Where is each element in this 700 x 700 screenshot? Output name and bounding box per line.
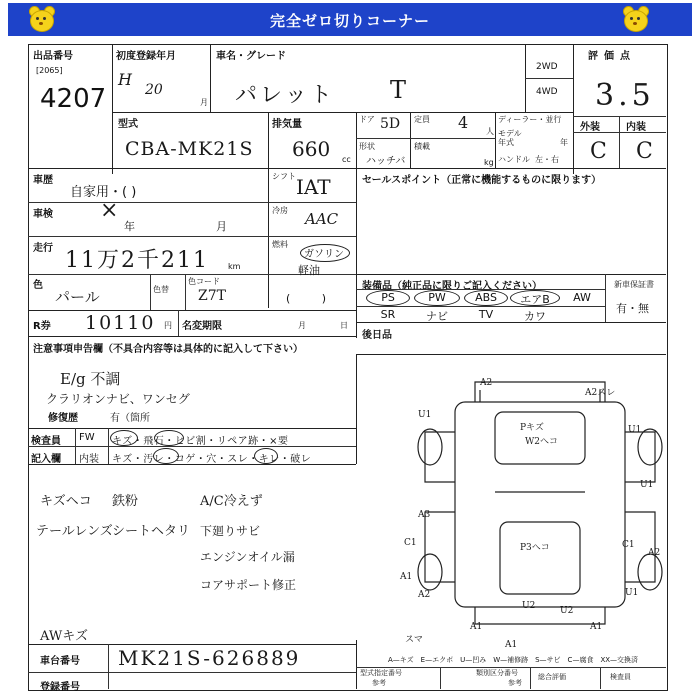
damage-mark: C1	[622, 540, 635, 550]
drive-4wd: 4WD	[536, 87, 558, 97]
interior-row-label: 内装	[79, 454, 99, 465]
car-grade: T	[390, 76, 407, 104]
inspection-month-label: 月	[216, 220, 227, 233]
color-code: Z7T	[198, 288, 226, 304]
interior-grade: C	[636, 139, 653, 164]
remark-1c: A/C冷えず	[200, 494, 263, 509]
equipment-item: PS	[381, 291, 395, 304]
registration-label: 登録番号	[40, 682, 80, 693]
remark-4: エンジンオイル漏	[200, 550, 295, 564]
rear-item-label: 後日品	[362, 330, 392, 341]
equipment-label: 装備品（純正品に限りご記入ください）	[362, 281, 542, 292]
equipment-item: ナビ	[426, 310, 448, 323]
damage-mark: C1	[404, 538, 417, 548]
usage-label: 車歴	[33, 175, 53, 186]
score-label: 評価点	[588, 51, 636, 62]
damage-mark: P3へコ	[520, 543, 550, 553]
dealer-label: ディーラー・並行	[498, 115, 562, 124]
remark-1b: 鉄粉	[112, 494, 139, 509]
damage-mark: U1	[640, 480, 654, 490]
load-label: 積載	[414, 142, 430, 151]
color-value: パール	[55, 288, 100, 306]
inspection-label: 車検	[33, 209, 53, 220]
warranty-value: 有・無	[616, 302, 649, 315]
equipment-item: エアB	[520, 293, 550, 306]
equipment-item: PW	[428, 291, 446, 304]
usage-value: 自家用・( )	[70, 185, 137, 200]
lot-number: 4207	[40, 84, 107, 114]
repair-history-value: 有（箇所	[110, 413, 150, 424]
recycle-label: R券	[33, 321, 51, 332]
remark-2a: テールレンズ	[36, 524, 113, 539]
equipment-item: AW	[573, 291, 591, 304]
lot-label: 出品番号	[33, 51, 73, 62]
damage-mark: スマ	[405, 635, 423, 645]
interior-defects: キズ・汚レ・コゲ・穴・スレ・キレ・破レ	[112, 454, 312, 465]
remark-aw: AWキズ	[40, 629, 88, 644]
exterior-label: 外装	[580, 122, 600, 133]
header-banner	[8, 3, 692, 36]
inspector-label: 検査員	[31, 436, 61, 447]
damage-mark: U1	[418, 410, 432, 420]
displacement-value: 660	[292, 137, 331, 161]
displacement-label: 排気量	[272, 119, 302, 130]
model-year-suffix: 年	[560, 138, 568, 147]
equipment-item: TV	[478, 308, 494, 321]
doors-value: 5D	[380, 116, 401, 132]
damage-mark: A1	[400, 572, 413, 582]
fuel-label: 燃料	[272, 240, 288, 249]
color-code-label: 色コード	[188, 277, 220, 286]
inspection-year-label: 年	[124, 220, 135, 233]
damage-mark: U1	[628, 425, 642, 435]
bear-mascot-icon	[620, 4, 650, 34]
equipment-item: ABS	[475, 291, 497, 304]
shape-value: ハッチバ	[366, 156, 406, 167]
car-name: パレット	[235, 83, 335, 108]
model-value: CBA-MK21S	[125, 138, 254, 160]
footer-ref1: 参考	[372, 679, 386, 687]
footer-inspector: 検査員	[610, 673, 631, 681]
mileage-label: 走行	[33, 243, 53, 254]
load-unit: kg	[484, 158, 494, 167]
footer-overall: 総合評価	[538, 673, 566, 681]
footer-type-number: 型式指定番号	[360, 669, 402, 677]
ac-label: 冷房	[272, 206, 288, 215]
equipment-item: カワ	[524, 310, 546, 323]
damage-mark: A2	[648, 548, 661, 558]
first-reg-year: 20	[145, 82, 163, 98]
score-value: 3.5	[595, 78, 655, 113]
fw-label: FW	[79, 432, 95, 443]
shift-value: IAT	[296, 175, 331, 199]
entry-label: 記入欄	[31, 454, 61, 465]
recycle-value: 10110	[85, 312, 156, 334]
first-reg-era: H	[118, 70, 132, 89]
damage-mark: A1	[590, 622, 603, 632]
mileage-unit: km	[228, 262, 241, 271]
damage-mark: U2	[560, 606, 574, 616]
remark-3: 下廻りサビ	[200, 524, 261, 538]
drive-2wd: 2WD	[536, 62, 558, 72]
exterior-defects: キズ・飛石・ヒビ割・リペア跡・×要	[112, 436, 289, 447]
page-title: 完全ゼロ切りコーナー	[269, 12, 430, 30]
handle-options: 左・右	[535, 155, 559, 164]
model-label: 型式	[118, 119, 138, 130]
lot-sub-number: [2065]	[36, 66, 63, 75]
name-change-day: 日	[340, 321, 348, 330]
notes-line1: E/g 不調	[60, 370, 121, 388]
color-change-label: 色替	[153, 285, 169, 294]
ac-value: AAC	[305, 210, 339, 228]
handle-label: ハンドル	[498, 155, 530, 164]
fuel-gasoline: ガソリン	[304, 249, 344, 260]
doors-label: ドア	[359, 115, 375, 124]
model-year-unit: 年式	[498, 138, 514, 147]
damage-mark: A2スレ	[585, 388, 616, 398]
remark-1a: キズヘコ	[40, 494, 92, 509]
model-year-label: モデル	[498, 129, 522, 138]
mileage-value: 11万2千211	[65, 248, 209, 273]
shape-label: 形状	[359, 142, 375, 151]
interior-label: 内装	[626, 122, 646, 133]
car-name-label: 車名・グレード	[216, 51, 286, 62]
repair-history-label: 修復歴	[48, 413, 78, 424]
damage-mark: U1	[625, 588, 639, 598]
name-change-label: 名変期限	[182, 321, 222, 332]
remark-2b: シートヘタリ	[112, 524, 191, 539]
damage-mark: A2	[480, 378, 493, 388]
diagram-roof-note2: W2へコ	[525, 437, 558, 447]
notes-line2: クラリオンナビ、ワンセグ	[46, 392, 190, 406]
capacity-unit: 人	[486, 127, 494, 136]
notes-label: 注意事項申告欄（不具合内容等は具体的に記入して下さい）	[33, 344, 303, 355]
color-label: 色	[33, 280, 43, 291]
first-reg-label: 初度登録年月	[116, 51, 176, 62]
capacity-label: 定員	[414, 115, 430, 124]
shift-label: シフト	[272, 172, 296, 181]
footer-class-number: 類別区分番号	[476, 669, 518, 677]
equipment-item: SR	[380, 308, 396, 321]
fuel-diesel: 軽油	[298, 264, 320, 277]
damage-legend: A—キズ E—エクボ U—凹み W—補修跡 S—サビ C—腐食 XX—交換済	[388, 656, 639, 664]
damage-mark: A1	[505, 640, 518, 650]
warranty-label: 新車保証書	[614, 280, 654, 289]
capacity-value: 4	[458, 113, 469, 132]
displacement-unit: cc	[342, 155, 351, 164]
chassis-number: MK21S-626889	[118, 646, 301, 670]
remark-5: コアサポート修正	[200, 578, 297, 592]
damage-mark: A3	[418, 510, 431, 520]
selling-points-label: セールスポイント（正常に機能するものに限ります）	[362, 175, 602, 186]
first-reg-month-label: 月	[200, 98, 208, 107]
exterior-grade: C	[590, 139, 607, 164]
diagram-roof-note: Pキズ	[520, 423, 544, 433]
name-change-month: 月	[298, 321, 306, 330]
footer-ref2: 参考	[508, 679, 522, 687]
chassis-label: 車台番号	[40, 656, 80, 667]
recycle-unit: 円	[164, 321, 172, 330]
damage-mark: A1	[470, 622, 483, 632]
damage-mark: U2	[522, 601, 536, 611]
damage-mark: A2	[418, 590, 431, 600]
